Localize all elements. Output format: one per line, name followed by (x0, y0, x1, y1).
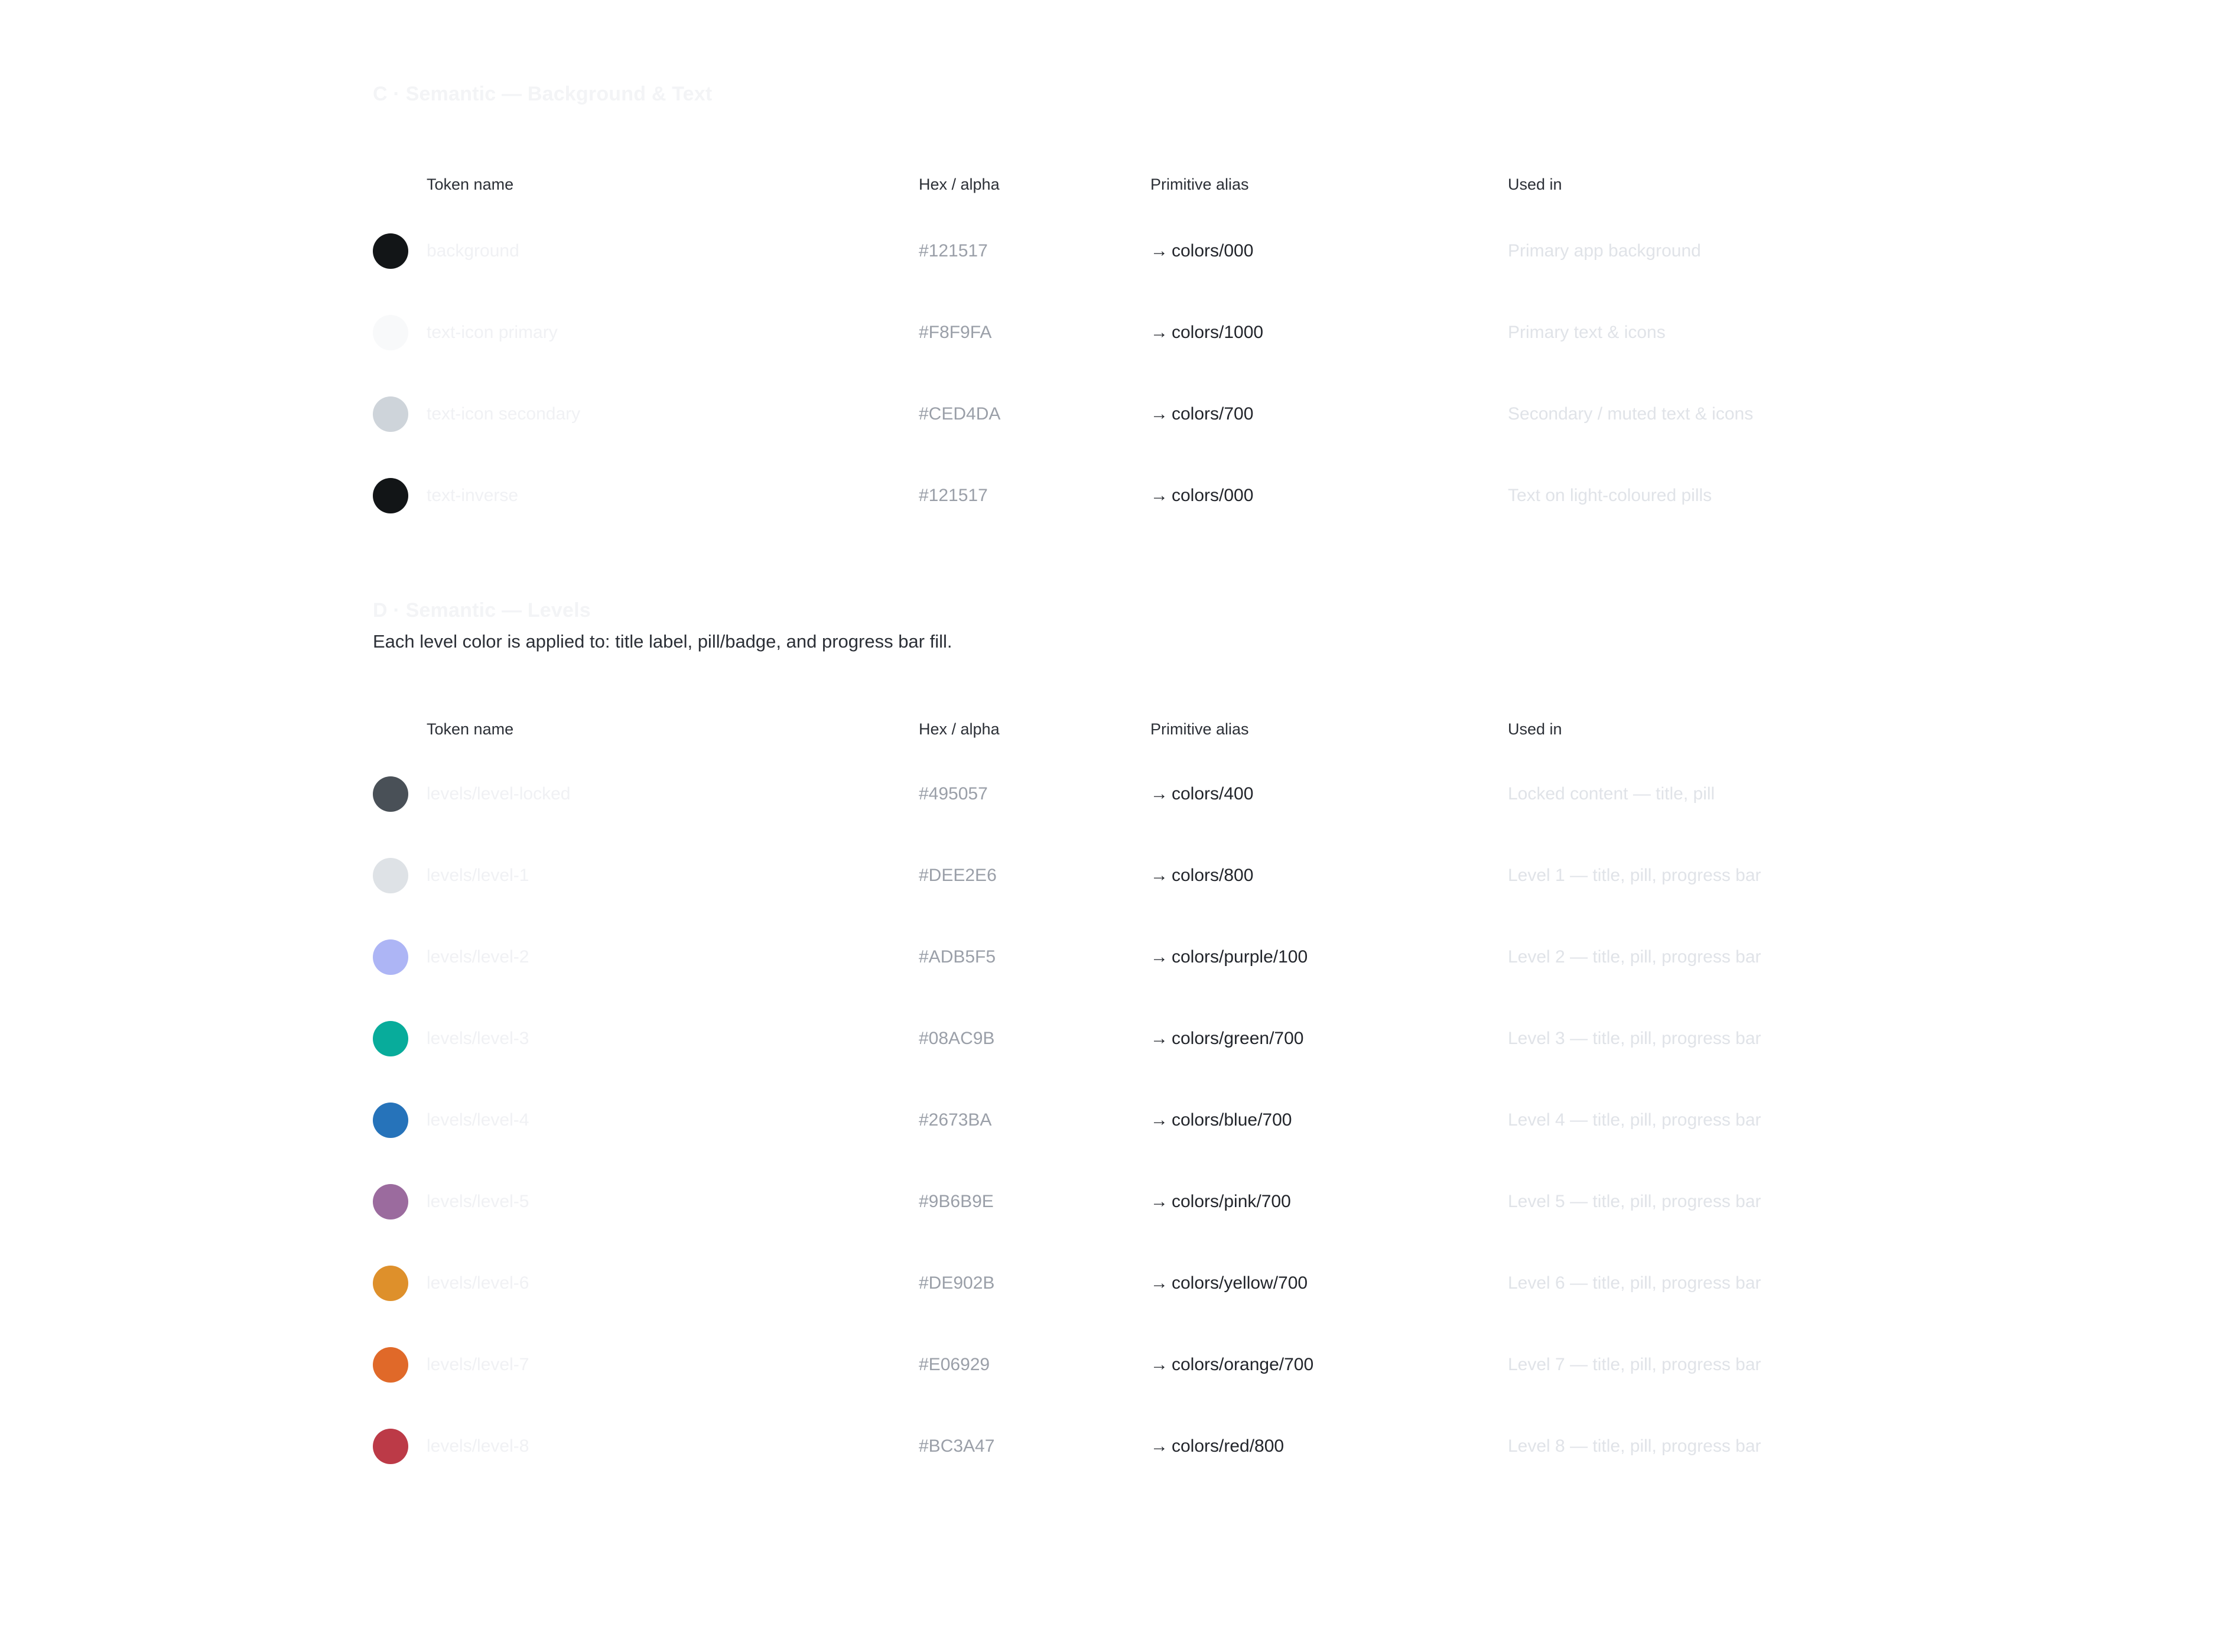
token-name: levels/level-3 (427, 1029, 529, 1048)
color-swatch (373, 1429, 408, 1464)
arrow-right-icon: → (1150, 1273, 1168, 1293)
hex-value: #121517 (919, 241, 988, 261)
hex-value: #F8F9FA (919, 323, 992, 342)
arrow-right-icon: → (1150, 1436, 1168, 1456)
column-header-token-name: Token name (427, 720, 514, 738)
token-name: text-inverse (427, 486, 519, 505)
color-swatch (373, 1103, 408, 1138)
color-swatch (373, 1184, 408, 1220)
token-name: levels/level-4 (427, 1110, 529, 1130)
token-row (373, 396, 1862, 467)
token-name: levels/level-locked (427, 784, 571, 804)
used-in: Level 4 — title, pill, progress bar (1508, 1110, 1761, 1130)
hex-value: #ADB5F5 (919, 947, 996, 967)
primitive-alias (1150, 486, 1253, 505)
arrow-right-icon: → (1150, 784, 1168, 804)
used-in: Level 1 — title, pill, progress bar (1508, 866, 1761, 885)
color-swatch (373, 776, 408, 812)
used-in: Level 7 — title, pill, progress bar (1508, 1355, 1761, 1374)
hex-value: #DEE2E6 (919, 866, 997, 885)
used-in: Level 8 — title, pill, progress bar (1508, 1436, 1761, 1456)
column-header-used-in: Used in (1508, 720, 1562, 738)
token-name: levels/level-8 (427, 1436, 529, 1456)
arrow-right-icon: → (1150, 323, 1168, 342)
primitive-alias (1150, 1192, 1291, 1211)
arrow-right-icon: → (1150, 866, 1168, 885)
token-row (373, 315, 1862, 386)
hex-value: #DE902B (919, 1273, 995, 1293)
color-swatch (373, 396, 408, 432)
arrow-right-icon: → (1150, 1192, 1168, 1211)
primitive-alias (1150, 785, 1253, 804)
arrow-right-icon: → (1150, 947, 1168, 967)
section-title: C · Semantic — Background & Text (373, 83, 713, 105)
alias-text: colors/700 (1172, 404, 1254, 424)
token-row (373, 939, 1862, 1010)
hex-value: #121517 (919, 486, 988, 505)
token-row (373, 858, 1862, 929)
arrow-right-icon: → (1150, 241, 1168, 261)
token-row (373, 1103, 1862, 1173)
arrow-right-icon: → (1150, 404, 1168, 424)
primitive-alias (1150, 1355, 1313, 1374)
color-swatch (373, 315, 408, 350)
color-swatch (373, 1266, 408, 1301)
primitive-alias (1150, 323, 1263, 342)
token-name: levels/level-6 (427, 1273, 529, 1293)
token-name: levels/level-5 (427, 1192, 529, 1211)
hex-value: #BC3A47 (919, 1436, 995, 1456)
alias-text: colors/yellow/700 (1172, 1273, 1308, 1293)
used-in: Level 5 — title, pill, progress bar (1508, 1192, 1761, 1211)
token-name: levels/level-1 (427, 866, 529, 885)
token-row (373, 776, 1862, 847)
column-header-alias: Primitive alias (1150, 720, 1249, 738)
token-row (373, 1429, 1862, 1500)
hex-value: #2673BA (919, 1110, 992, 1130)
alias-text: colors/red/800 (1172, 1436, 1285, 1456)
token-row (373, 233, 1862, 304)
token-row (373, 1184, 1862, 1255)
used-in: Primary text & icons (1508, 323, 1666, 342)
primitive-alias (1150, 866, 1253, 885)
alias-text: colors/800 (1172, 866, 1254, 885)
used-in: Level 2 — title, pill, progress bar (1508, 947, 1761, 967)
arrow-right-icon: → (1150, 1110, 1168, 1130)
column-header-used-in: Used in (1508, 175, 1562, 193)
hex-value: #9B6B9E (919, 1192, 994, 1211)
color-swatch (373, 478, 408, 513)
column-header-hex: Hex / alpha (919, 720, 1000, 738)
hex-value: #08AC9B (919, 1029, 995, 1048)
alias-text: colors/000 (1172, 241, 1254, 261)
used-in: Secondary / muted text & icons (1508, 404, 1754, 424)
token-row (373, 478, 1862, 549)
used-in: Primary app background (1508, 241, 1701, 261)
primitive-alias (1150, 1111, 1292, 1130)
color-swatch (373, 1021, 408, 1056)
alias-text: colors/1000 (1172, 323, 1264, 342)
used-in: Level 3 — title, pill, progress bar (1508, 1029, 1761, 1048)
alias-text: colors/400 (1172, 784, 1254, 804)
token-name: text-icon primary (427, 323, 558, 342)
token-name: levels/level-2 (427, 947, 529, 967)
color-swatch (373, 858, 408, 893)
arrow-right-icon: → (1150, 1355, 1168, 1374)
used-in: Locked content — title, pill (1508, 784, 1715, 804)
used-in: Level 6 — title, pill, progress bar (1508, 1273, 1761, 1293)
alias-text: colors/pink/700 (1172, 1192, 1291, 1211)
column-header-hex: Hex / alpha (919, 175, 1000, 193)
token-name: background (427, 241, 519, 261)
color-swatch (373, 1347, 408, 1383)
arrow-right-icon: → (1150, 1029, 1168, 1048)
used-in: Text on light-coloured pills (1508, 486, 1712, 505)
token-row (373, 1021, 1862, 1092)
alias-text: colors/blue/700 (1172, 1110, 1292, 1130)
color-swatch (373, 233, 408, 269)
primitive-alias (1150, 1274, 1308, 1293)
section-description: Each level color is applied to: title label, pill/badge, and progress bar fill. (373, 631, 952, 652)
token-name: text-icon secondary (427, 404, 581, 424)
hex-value: #CED4DA (919, 404, 1001, 424)
arrow-right-icon: → (1150, 486, 1168, 505)
primitive-alias (1150, 242, 1253, 261)
alias-text: colors/green/700 (1172, 1029, 1304, 1048)
primitive-alias (1150, 948, 1308, 967)
primitive-alias (1150, 1437, 1284, 1456)
token-row (373, 1266, 1862, 1336)
primitive-alias (1150, 405, 1253, 424)
primitive-alias (1150, 1029, 1303, 1048)
section-title: D · Semantic — Levels (373, 599, 591, 622)
column-header-token-name: Token name (427, 175, 514, 193)
color-swatch (373, 939, 408, 975)
token-name: levels/level-7 (427, 1355, 529, 1374)
alias-text: colors/orange/700 (1172, 1355, 1314, 1374)
hex-value: #E06929 (919, 1355, 990, 1374)
token-row (373, 1347, 1862, 1418)
column-header-alias: Primitive alias (1150, 175, 1249, 193)
alias-text: colors/000 (1172, 486, 1254, 505)
hex-value: #495057 (919, 784, 988, 804)
alias-text: colors/purple/100 (1172, 947, 1308, 967)
